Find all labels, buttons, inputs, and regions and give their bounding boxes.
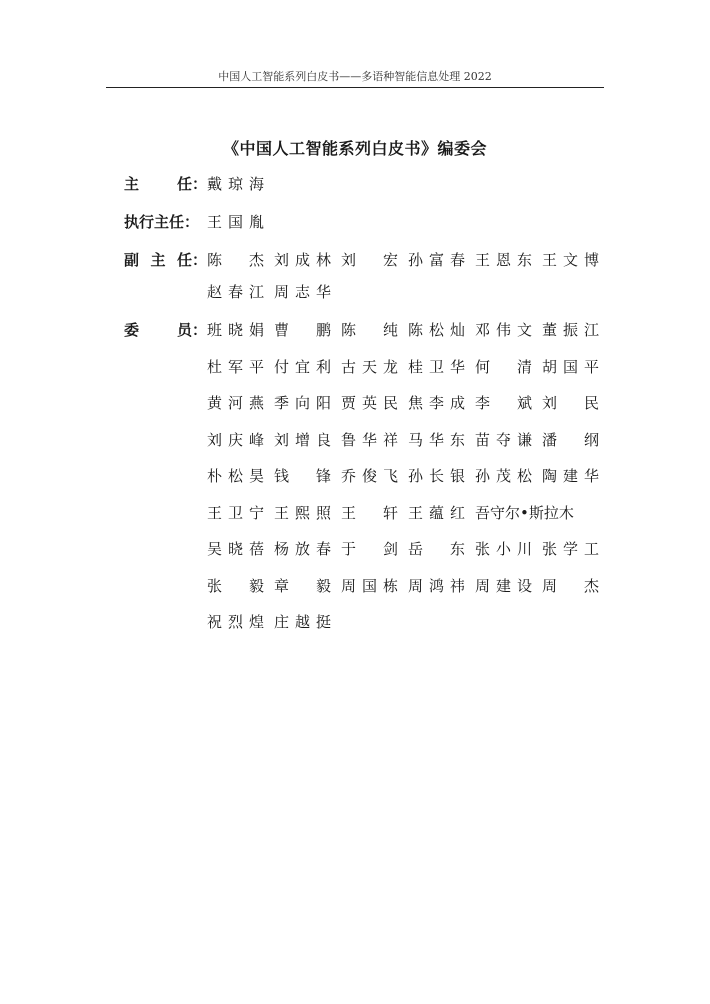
- person-name: 戴琼海: [207, 175, 264, 193]
- person-name: 陈松灿: [408, 321, 465, 339]
- person-name: 孙富春: [408, 251, 465, 269]
- person-name: 周志华: [274, 283, 331, 301]
- person-name: 祝烈煌: [207, 613, 264, 631]
- person-name: 周国栋: [341, 576, 398, 595]
- person-name: 焦李成: [408, 394, 465, 412]
- person-name: 庄越挺: [274, 613, 331, 631]
- person-name: 钱 锋: [274, 467, 331, 485]
- person-name: 王蕴红: [408, 503, 465, 522]
- role-label-vice-directors: [124, 248, 207, 272]
- director-label-colon: ：: [192, 175, 208, 193]
- director-label-text: 主任: [124, 175, 192, 193]
- person-name: 周 杰: [542, 576, 599, 595]
- running-header: 中国人工智能系列白皮书——多语种智能信息处理 2022: [218, 70, 492, 83]
- person-name: 吴晓蓓: [207, 540, 264, 558]
- person-name: 王卫宁: [207, 503, 264, 522]
- person-name: 张小川: [475, 540, 532, 558]
- person-name: 刘增良: [274, 430, 331, 449]
- person-name: 贾英民: [341, 394, 398, 412]
- person-name: 朴松昊: [207, 467, 264, 485]
- page-title: 《中国人工智能系列白皮书》编委会: [222, 139, 487, 158]
- person-name: 张 毅: [207, 576, 264, 595]
- person-name: 孙长银: [408, 467, 465, 485]
- role-label-executive-director: [124, 210, 207, 234]
- person-name: 李 斌: [475, 394, 532, 412]
- person-name: 周鸿祎: [408, 576, 465, 595]
- person-name: 赵春江: [207, 283, 264, 301]
- person-name: 曹 鹏: [274, 321, 331, 339]
- person-name: 桂卫华: [408, 357, 465, 376]
- person-name: 刘 民: [542, 394, 599, 412]
- person-name: 陈 杰: [207, 251, 264, 269]
- person-name: 章 毅: [274, 576, 331, 595]
- person-name: 刘成林: [274, 251, 331, 269]
- person-name: 王恩东: [475, 251, 532, 269]
- person-name: 付宜利: [274, 357, 331, 376]
- role-executive-director: [124, 210, 609, 234]
- director-names: [207, 172, 609, 196]
- person-name: 周建设: [475, 576, 532, 595]
- person-name: 吾守尔•斯拉木: [475, 503, 574, 522]
- vice-directors-label-colon: ：: [192, 251, 208, 269]
- person-name: 潘 纲: [542, 430, 599, 449]
- members-label-text: 委员: [124, 321, 192, 339]
- person-name: 陶建华: [542, 467, 599, 485]
- person-name: 黄河燕: [207, 394, 264, 412]
- person-name: 王文博: [542, 251, 599, 269]
- members-label-colon: ：: [192, 321, 208, 339]
- person-name: 刘庆峰: [207, 430, 264, 449]
- committee-roster: [124, 172, 609, 634]
- person-name: 张学工: [542, 540, 599, 558]
- person-name: 王 轩: [341, 503, 398, 522]
- person-name: 马华东: [408, 430, 465, 449]
- person-name: 董振江: [542, 321, 599, 339]
- executive-director-names: [207, 210, 609, 234]
- person-name: 陈 纯: [341, 321, 398, 339]
- vice-directors-label-text: 副主任: [124, 251, 192, 269]
- person-name: 于 剑: [341, 540, 398, 558]
- person-name: 班晓娟: [207, 321, 264, 339]
- person-name: 杨放春: [274, 540, 331, 558]
- person-name: 王国胤: [207, 213, 264, 231]
- header-rule: [106, 87, 604, 88]
- person-name: 季向阳: [274, 394, 331, 412]
- role-label-members: [124, 318, 207, 342]
- person-name: 鲁华祥: [341, 430, 398, 449]
- person-name: 刘 宏: [341, 251, 398, 269]
- role-vice-directors: [124, 248, 609, 304]
- person-name: 邓伟文: [475, 321, 532, 339]
- vice-director-names: [207, 248, 609, 304]
- executive-director-label-text: 执行主任：: [124, 213, 200, 231]
- person-name: 杜军平: [207, 357, 264, 376]
- person-name: 古天龙: [341, 357, 398, 376]
- person-name: 岳 东: [408, 540, 465, 558]
- role-director: [124, 172, 609, 196]
- person-name: 何 清: [475, 357, 532, 376]
- person-name: 乔俊飞: [341, 467, 398, 485]
- role-label-director: [124, 172, 207, 196]
- person-name: 苗夺谦: [475, 430, 532, 449]
- member-names: [207, 318, 609, 634]
- person-name: 王熙照: [274, 503, 331, 522]
- role-members: [124, 318, 609, 634]
- person-name: 胡国平: [542, 357, 599, 376]
- person-name: 孙茂松: [475, 467, 532, 485]
